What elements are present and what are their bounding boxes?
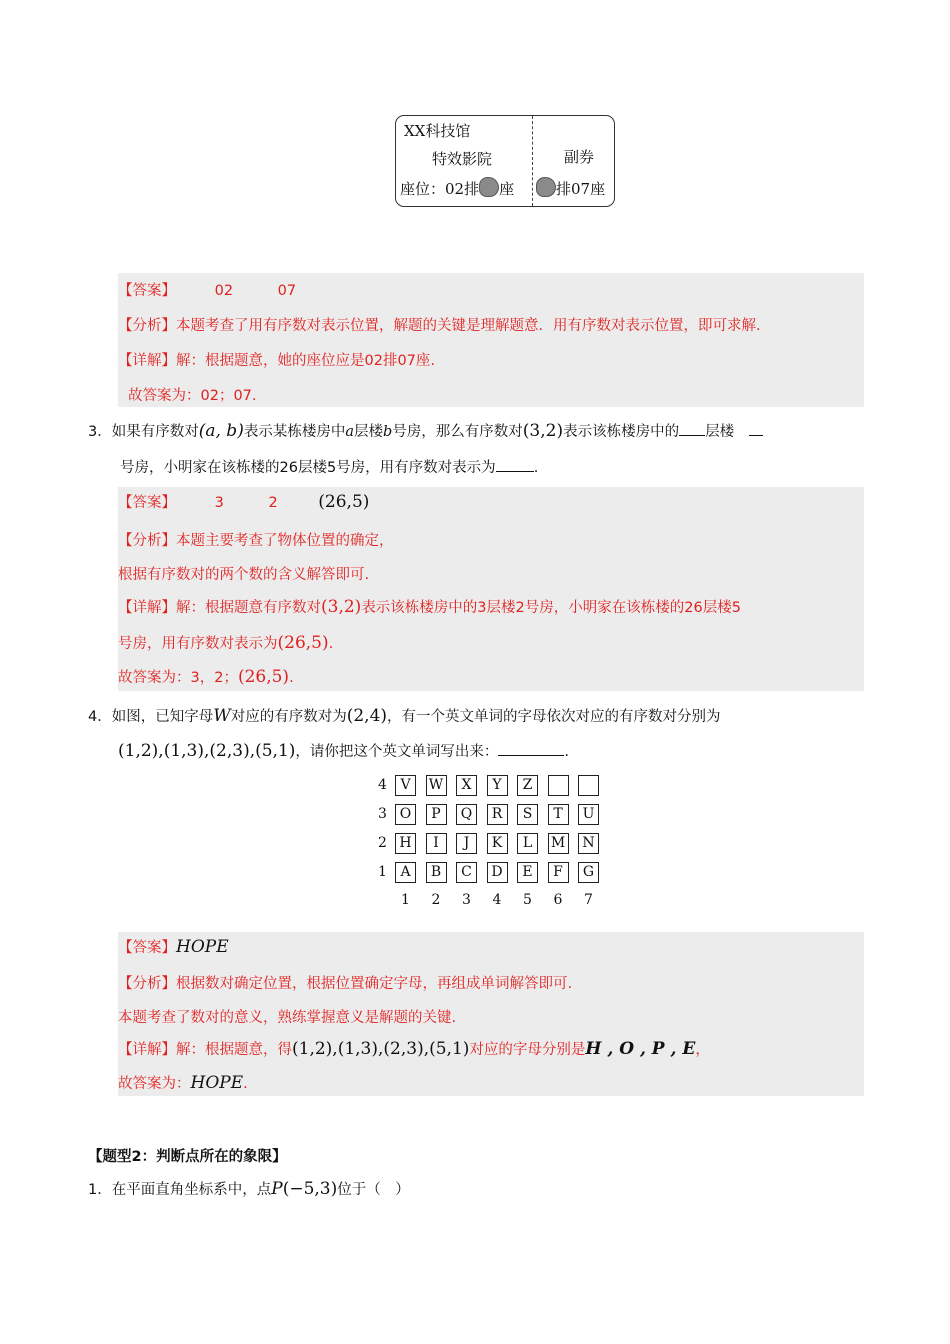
question-4-line-1: 4．如图，已知字母W对应的有序数对为(2,4)，有一个英文单词的字母依次对应的有序数对分别为 bbox=[88, 706, 721, 726]
detail-row: 【详解】解：根据题意，她的座位应是02排07座. bbox=[118, 353, 436, 369]
grid-cell: A bbox=[395, 862, 416, 883]
grid-cell: O bbox=[395, 804, 416, 825]
grid-cell: X bbox=[456, 775, 477, 796]
ticket-divider bbox=[532, 116, 533, 206]
answer-row: 【答案】HOPE bbox=[118, 937, 229, 957]
row-label: 1 bbox=[378, 864, 387, 880]
row-label: 3 bbox=[378, 806, 387, 822]
row-label: 2 bbox=[378, 835, 387, 851]
col-label: 3 bbox=[462, 892, 471, 908]
grid-cell: P bbox=[426, 804, 447, 825]
blank-floor[interactable] bbox=[679, 421, 705, 436]
conclusion-row: 故答案为：HOPE. bbox=[118, 1073, 248, 1093]
analysis-row-1: 【分析】本题主要考查了物体位置的确定， bbox=[118, 533, 394, 549]
grid-cell: C bbox=[456, 862, 477, 883]
analysis-row-2: 根据有序数对的两个数的含义解答即可. bbox=[118, 567, 370, 583]
col-label: 5 bbox=[523, 892, 532, 908]
grid-cell: H bbox=[395, 833, 416, 854]
ink-blot-icon bbox=[479, 177, 499, 197]
grid-cell: B bbox=[426, 862, 447, 883]
grid-cell bbox=[548, 775, 569, 796]
conclusion-row: 故答案为：3，2；(26,5). bbox=[118, 667, 294, 687]
row-label: 4 bbox=[378, 777, 387, 793]
grid-cell: G bbox=[578, 862, 599, 883]
grid-cell bbox=[578, 775, 599, 796]
ticket-stub-label: 副券 bbox=[564, 148, 595, 166]
grid-cell: R bbox=[487, 804, 508, 825]
ink-blot-icon bbox=[536, 177, 556, 197]
grid-cell: V bbox=[395, 775, 416, 796]
detail-row: 【详解】解：根据题意，得(1,2),(1,3),(2,3),(5,1)对应的字母分别是H , O , P , E， bbox=[118, 1039, 710, 1059]
grid-cell: N bbox=[578, 833, 599, 854]
answer-row: 【答案】 02 07 bbox=[118, 283, 297, 299]
grid-cell: Y bbox=[487, 775, 508, 796]
answer-panel-q3 bbox=[118, 487, 864, 691]
ticket-figure bbox=[395, 115, 615, 207]
grid-cell: D bbox=[487, 862, 508, 883]
ticket-cinema: 特效影院 bbox=[432, 150, 493, 168]
blank-pair[interactable] bbox=[496, 457, 534, 472]
analysis-row-1: 【分析】根据数对确定位置，根据位置确定字母，再组成单词解答即可. bbox=[118, 976, 573, 992]
grid-cell: U bbox=[578, 804, 599, 825]
ticket-seat: 座位：02排 座 bbox=[400, 177, 514, 199]
detail-row-1: 【详解】解：根据题意有序数对(3,2)表示该栋楼房中的3层楼2号房，小明家在该栋楼的26层楼5 bbox=[118, 597, 741, 617]
answer-panel-q4 bbox=[118, 932, 864, 1096]
detail-row-2: 号房，用有序数对表示为(26,5). bbox=[118, 633, 334, 653]
grid-cell: E bbox=[517, 862, 538, 883]
blank-word[interactable] bbox=[498, 741, 564, 756]
grid-cell: L bbox=[517, 833, 538, 854]
grid-cell: F bbox=[548, 862, 569, 883]
question-3-line-1: 3．如果有序数对(a, b)表示某栋楼房中a层楼b号房，那么有序数对(3,2)表示该栋楼房中的 层楼 bbox=[88, 420, 763, 441]
col-label: 4 bbox=[492, 892, 502, 908]
col-label: 6 bbox=[553, 892, 563, 908]
section-heading: 【题型2：判断点所在的象限】 bbox=[88, 1149, 287, 1165]
grid-cell: K bbox=[487, 833, 508, 854]
grid-cell: Z bbox=[517, 775, 538, 796]
question-next: 1．在平面直角坐标系中，点P(−5,3)位于（ ） bbox=[88, 1179, 410, 1199]
grid-cell: S bbox=[517, 804, 538, 825]
question-3-line-2: 号房，小明家在该栋楼的26层楼5号房，用有序数对表示为 . bbox=[120, 456, 538, 477]
letter-grid bbox=[378, 772, 608, 907]
ticket-venue: XX科技馆 bbox=[404, 122, 471, 140]
ticket-stub-seat: 排07座 bbox=[536, 177, 605, 199]
answer-row: 【答案】 3 2 (26,5) bbox=[118, 492, 370, 512]
blank-room[interactable] bbox=[749, 421, 763, 436]
grid-cell: I bbox=[426, 833, 447, 854]
conclusion-row: 故答案为：02；07. bbox=[128, 388, 257, 404]
col-label: 7 bbox=[584, 892, 593, 908]
grid-cell: T bbox=[548, 804, 569, 825]
question-4-line-2: (1,2),(1,3),(2,3),(5,1)，请你把这个英文单词写出来： . bbox=[118, 741, 570, 761]
grid-cell: M bbox=[548, 833, 569, 854]
answer-panel-q2 bbox=[118, 273, 864, 407]
grid-cell: Q bbox=[456, 804, 477, 825]
grid-cell: W bbox=[426, 775, 447, 796]
analysis-row-2: 本题考查了数对的意义，熟练掌握意义是解题的关键. bbox=[118, 1010, 457, 1026]
analysis-row: 【分析】本题考查了用有序数对表示位置，解题的关键是理解题意．用有序数对表示位置，即可求解. bbox=[118, 318, 761, 334]
grid-cell: J bbox=[456, 833, 477, 854]
col-label: 1 bbox=[401, 892, 410, 908]
col-label: 2 bbox=[431, 892, 441, 908]
